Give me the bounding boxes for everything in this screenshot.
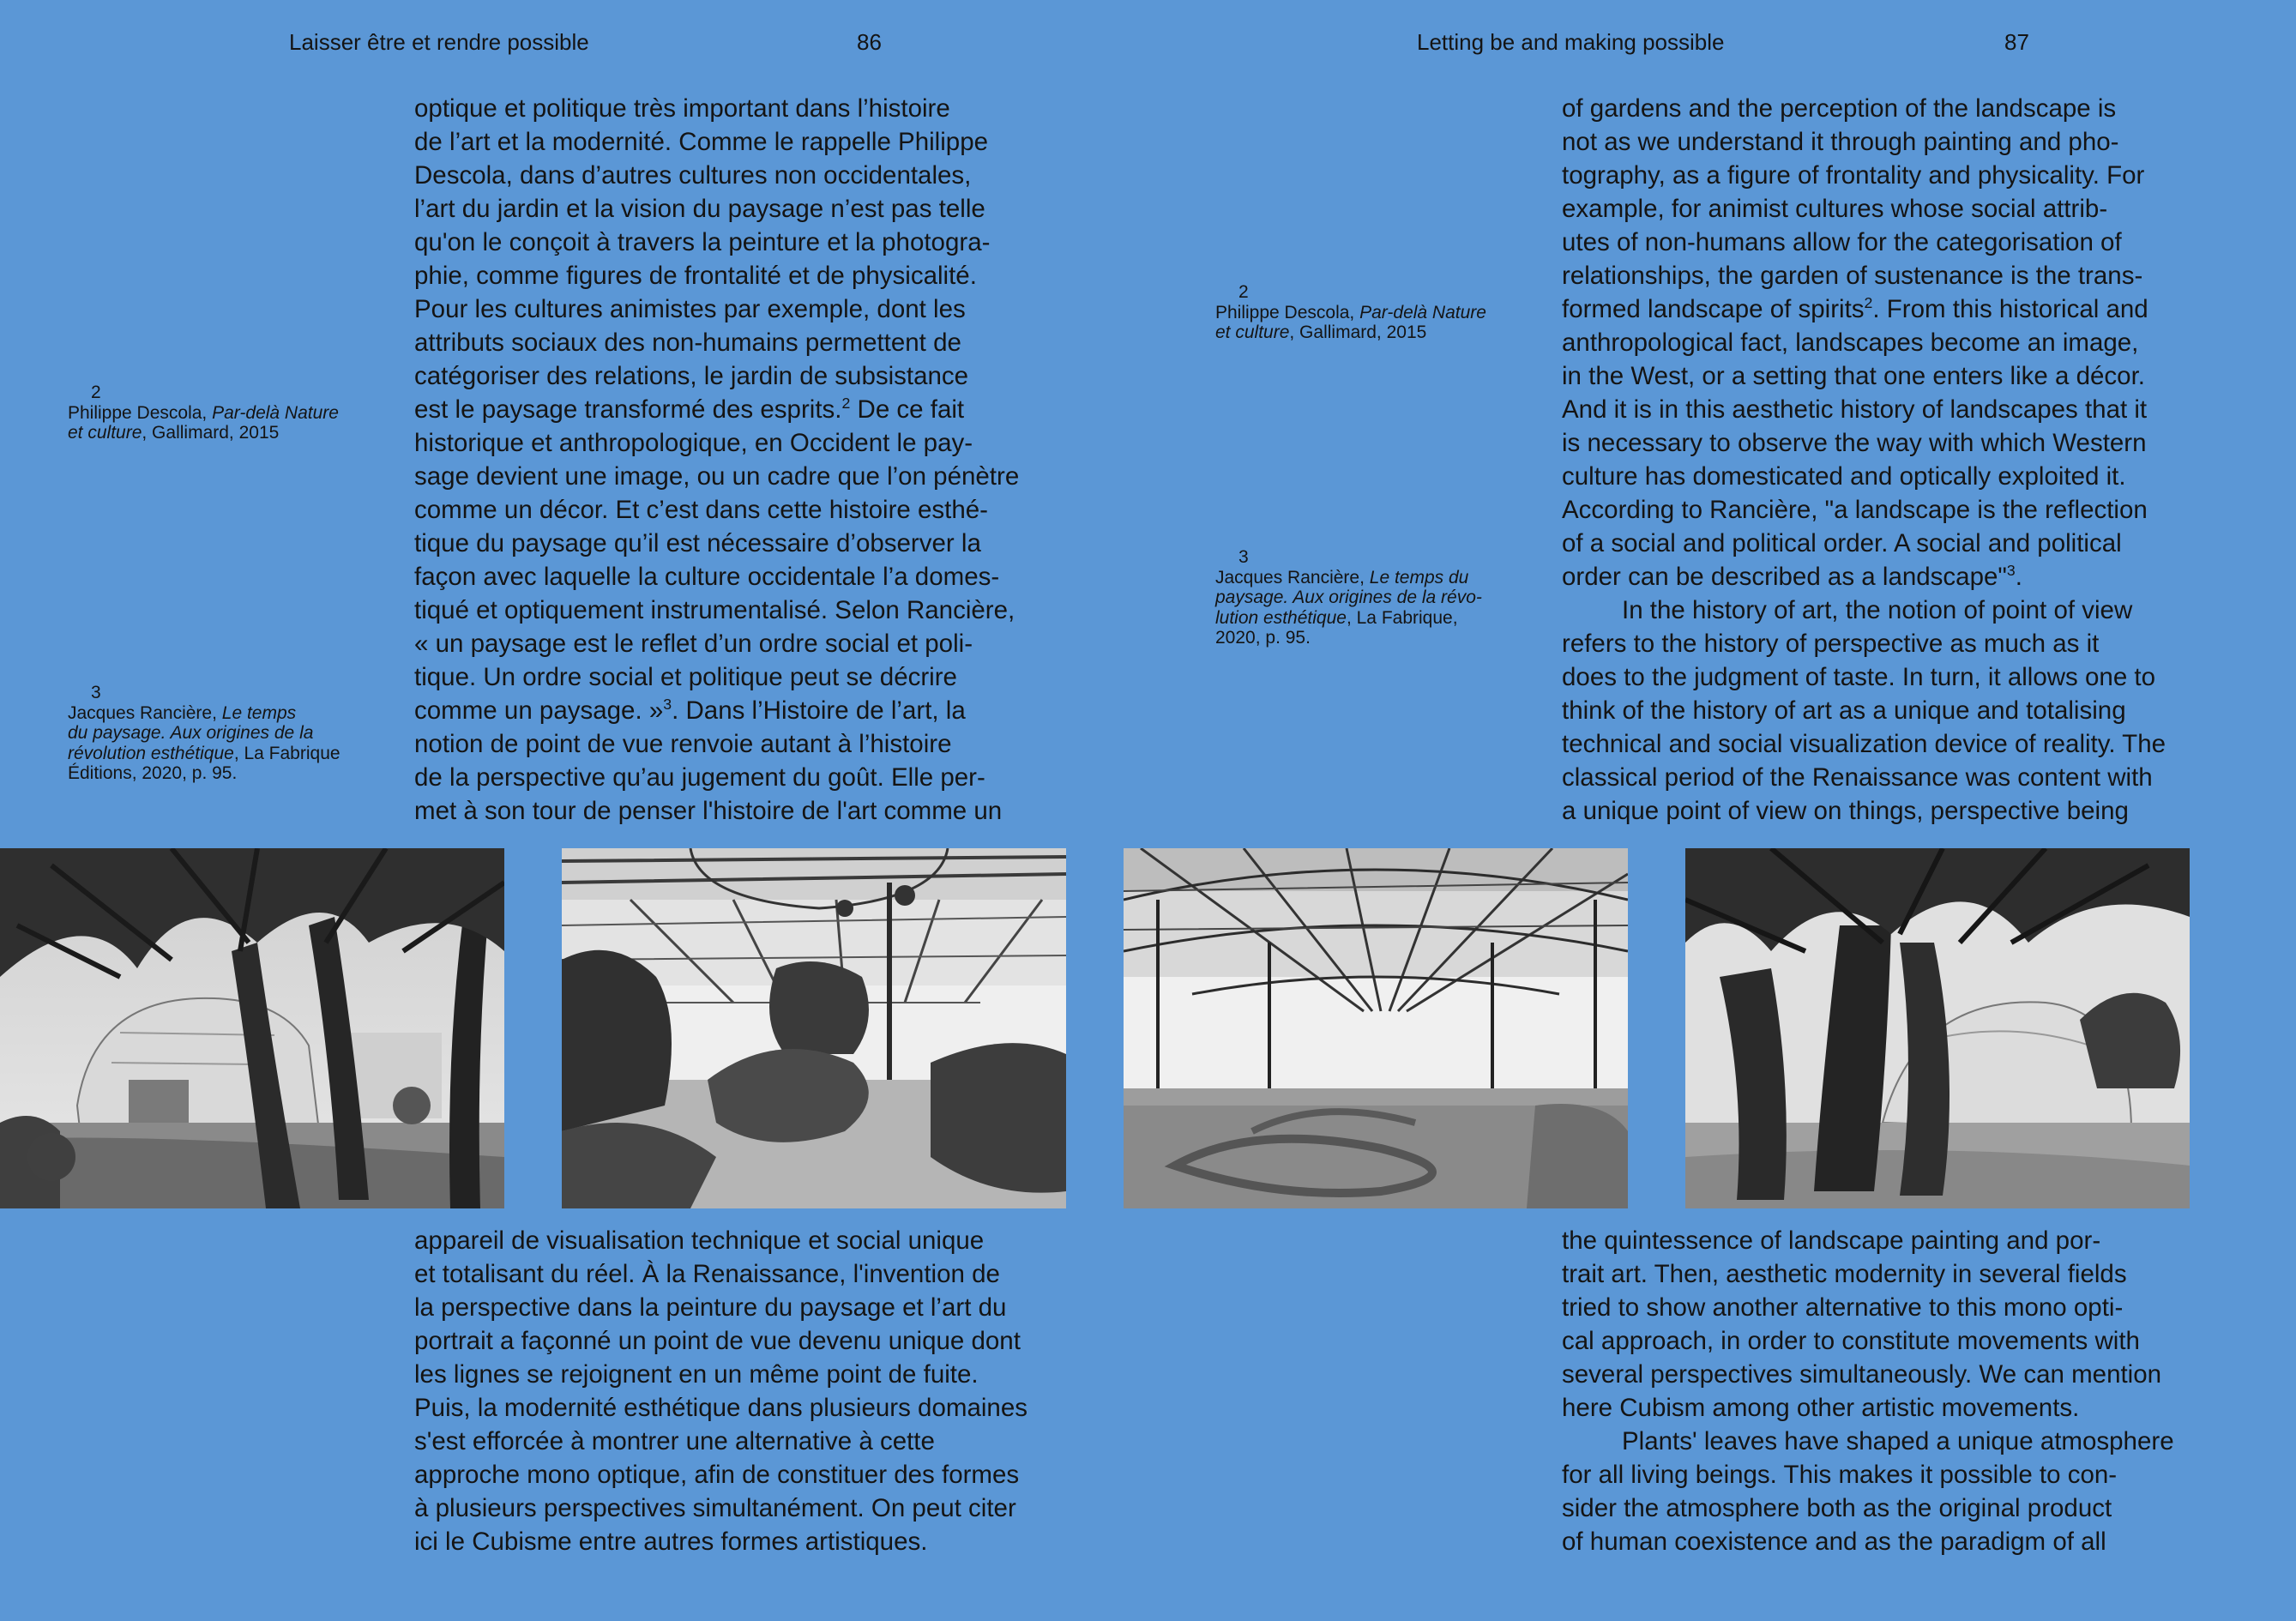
text-line: a unique point of view on things, perspective being — [1562, 797, 2129, 825]
left-body-top — [414, 92, 1019, 828]
text-line: sage devient une image, ou un cadre que l’on pénètre — [414, 462, 1020, 491]
text-line: de la perspective qu’au jugement du goût. Elle per- — [414, 763, 985, 792]
text-line: in the West, or a setting that one enters like a décor. — [1562, 362, 2145, 390]
text-line: optique et politique très important dans l’histoire — [414, 94, 950, 123]
footnote-title: du paysage. Aux origines de la — [68, 723, 314, 743]
footnote-ref: 3 — [2006, 562, 2016, 580]
text-line: Plants' leaves have shaped a unique atmosphere — [1622, 1427, 2174, 1455]
text-line: here Cubism among other artistic movements. — [1562, 1394, 2080, 1422]
text-line: tiqué et optiquement instrumentalisé. Selon Rancière, — [414, 596, 1015, 624]
text-line: relationships, the garden of sustenance is the trans- — [1562, 262, 2143, 290]
footnote-title: Par-delà Nature — [212, 402, 339, 423]
text-line: les lignes se rejoignent en un même point de fuite. — [414, 1360, 979, 1389]
text-line: attributs sociaux des non-humains permettent de — [414, 328, 961, 357]
text-line: façon avec laquelle la culture occidentale l’a domes- — [414, 563, 1000, 591]
left-body-bottom — [414, 1224, 1027, 1558]
text-run: . — [2015, 563, 2022, 591]
photo-greenhouse-interior-plants — [562, 848, 1066, 1208]
text-line: catégoriser des relations, le jardin de subsistance — [414, 362, 969, 390]
footnote-title: paysage. Aux origines de la révo- — [1215, 588, 1482, 607]
text-line: historique et anthropologique, en Occident le pay- — [414, 429, 973, 457]
text-line: culture has domesticated and optically exploited it. — [1562, 462, 2126, 491]
text-line: ici le Cubisme entre autres formes artistiques. — [414, 1528, 928, 1556]
text-line: does to the judgment of taste. In turn, it allows one to — [1562, 663, 2156, 691]
footnote-number: 2 — [91, 383, 101, 402]
text-run: comme un paysage. » — [414, 696, 664, 725]
text-line: sider the atmosphere both as the original product — [1562, 1494, 2112, 1522]
footnote-title: Le temps du — [1369, 567, 1469, 588]
text-line: technical and social visualization device of reality. The — [1562, 730, 2166, 758]
text-run: order can be described as a landscape" — [1562, 563, 2007, 591]
text-line: trait art. Then, aesthetic modernity in several fields — [1562, 1260, 2127, 1288]
footnote-number: 2 — [1238, 282, 1249, 302]
footnote-title: Le temps — [221, 702, 297, 723]
footnote-ref: 3 — [663, 696, 672, 714]
text-run: . Dans l’Histoire de l’art, la — [672, 696, 966, 725]
text-line: notion de point de vue renvoie autant à l’histoire — [414, 730, 952, 758]
footnote-text: , Gallimard, 2015 — [142, 423, 280, 443]
footnote-author: Philippe Descola, — [1215, 302, 1360, 322]
text-line: met à son tour de penser l'histoire de l'art comme un — [414, 797, 1003, 825]
text-line: utes of non-humans allow for the categorisation of — [1562, 228, 2122, 256]
footnote-title: Par-delà Nature — [1359, 302, 1486, 322]
text-line: of gardens and the perception of the landscape is — [1562, 94, 2117, 123]
text-line: phie, comme figures de frontalité et de physicalité. — [414, 262, 977, 290]
text-line: tography, as a figure of frontality and physicality. For — [1562, 161, 2145, 190]
text-line: comme un décor. Et c’est dans cette histoire esthé- — [414, 496, 988, 524]
photo-palm-trees-greenhouse — [0, 848, 504, 1208]
photo-greenhouse-interior-empty — [1124, 848, 1628, 1208]
text-run: formed landscape of spirits — [1562, 295, 1865, 323]
footnote-author: Philippe Descola, — [68, 402, 213, 423]
text-run: est le paysage transformé des esprits. — [414, 395, 842, 424]
text-line: tique du paysage qu’il est nécessaire d’observer la — [414, 529, 981, 557]
text-line: et totalisant du réel. À la Renaissance, l'invention de — [414, 1260, 1000, 1288]
left-running-title: Laisser être et rendre possible — [289, 29, 589, 55]
text-line: l’art du jardin et la vision du paysage n’est pas telle — [414, 195, 985, 223]
footnote-author: Jacques Rancière, — [1215, 567, 1370, 588]
text-line: portrait a façonné un point de vue devenu unique dont — [414, 1327, 1021, 1355]
text-line: approche mono optique, afin de constituer des formes — [414, 1461, 1020, 1489]
right-footnote-3 — [1215, 547, 1482, 648]
footnote-number: 3 — [91, 683, 101, 702]
footnote-title: révolution esthétique — [68, 743, 234, 763]
footnote-number: 3 — [1238, 547, 1249, 567]
text-line: Descola, dans d’autres cultures non occidentales, — [414, 161, 972, 190]
text-line: Puis, la modernité esthétique dans plusieurs domaines — [414, 1394, 1027, 1422]
footnote-ref: 2 — [841, 395, 851, 413]
photo-palm-trunks-greenhouse — [1685, 848, 2190, 1208]
text-line: several perspectives simultaneously. We can mention — [1562, 1360, 2162, 1389]
text-line: la perspective dans la peinture du paysage et l’art du — [414, 1293, 1007, 1322]
text-line: In the history of art, the notion of point of view — [1622, 596, 2133, 624]
text-line: And it is in this aesthetic history of landscapes that it — [1562, 395, 2148, 424]
footnote-text: , La Fabrique, — [1346, 607, 1458, 628]
footnote-title: et culture — [1215, 322, 1290, 342]
text-line: for all living beings. This makes it possible to con- — [1562, 1461, 2118, 1489]
text-line: is necessary to observe the way with which Western — [1562, 429, 2147, 457]
text-line: appareil de visualisation technique et social unique — [414, 1226, 985, 1255]
text-line: tique. Un ordre social et politique peut se décrire — [414, 663, 957, 691]
text-line: « un paysage est le reflet d’un ordre social et poli- — [414, 630, 973, 658]
text-line: classical period of the Renaissance was content with — [1562, 763, 2153, 792]
right-footnote-2 — [1215, 282, 1486, 343]
text-run: De ce fait — [850, 395, 965, 424]
text-line: refers to the history of perspective as much as it — [1562, 630, 2100, 658]
text-line: not as we understand it through painting and pho- — [1562, 128, 2119, 156]
footnote-ref: 2 — [1864, 294, 1873, 312]
left-footnote-3 — [68, 683, 340, 784]
footnote-text: Éditions, 2020, p. 95. — [68, 763, 238, 783]
footnote-text: , Gallimard, 2015 — [1289, 322, 1427, 342]
text-line: of a social and political order. A social and political — [1562, 529, 2122, 557]
text-line — [1562, 292, 2166, 326]
text-line: s'est efforcée à montrer une alternative à cette — [414, 1427, 935, 1455]
right-page-number: 87 — [2004, 29, 2029, 55]
footnote-title: et culture — [68, 423, 142, 443]
left-footnote-2 — [68, 383, 339, 443]
left-page-number: 86 — [857, 29, 882, 55]
text-line: qu'on le conçoit à travers la peinture et la photogra- — [414, 228, 991, 256]
text-line: Pour les cultures animistes par exemple, dont les — [414, 295, 966, 323]
text-line: cal approach, in order to constitute movements with — [1562, 1327, 2140, 1355]
text-line: de l’art et la modernité. Comme le rappelle Philippe — [414, 128, 989, 156]
text-line: example, for animist cultures whose social attrib- — [1562, 195, 2108, 223]
text-line: anthropological fact, landscapes become an image, — [1562, 328, 2139, 357]
text-line — [1562, 560, 2166, 594]
footnote-title: lution esthétique — [1215, 607, 1347, 628]
right-body-top — [1562, 92, 2166, 828]
text-line: According to Rancière, "a landscape is the reflection — [1562, 496, 2148, 524]
text-line: the quintessence of landscape painting and por- — [1562, 1226, 2101, 1255]
text-line: think of the history of art as a unique and totalising — [1562, 696, 2126, 725]
text-line — [414, 393, 1019, 426]
right-body-bottom — [1562, 1224, 2174, 1558]
footnote-text: 2020, p. 95. — [1215, 628, 1311, 648]
text-line: of human coexistence and as the paradigm of all — [1562, 1528, 2106, 1556]
footnote-author: Jacques Rancière, — [68, 702, 222, 723]
text-line: tried to show another alternative to this mono opti- — [1562, 1293, 2124, 1322]
text-line — [414, 694, 1019, 727]
text-line: à plusieurs perspectives simultanément. On peut citer — [414, 1494, 1016, 1522]
footnote-text: , La Fabrique — [233, 743, 340, 763]
right-running-title: Letting be and making possible — [1417, 29, 1725, 55]
text-run: . From this historical and — [1872, 295, 2148, 323]
